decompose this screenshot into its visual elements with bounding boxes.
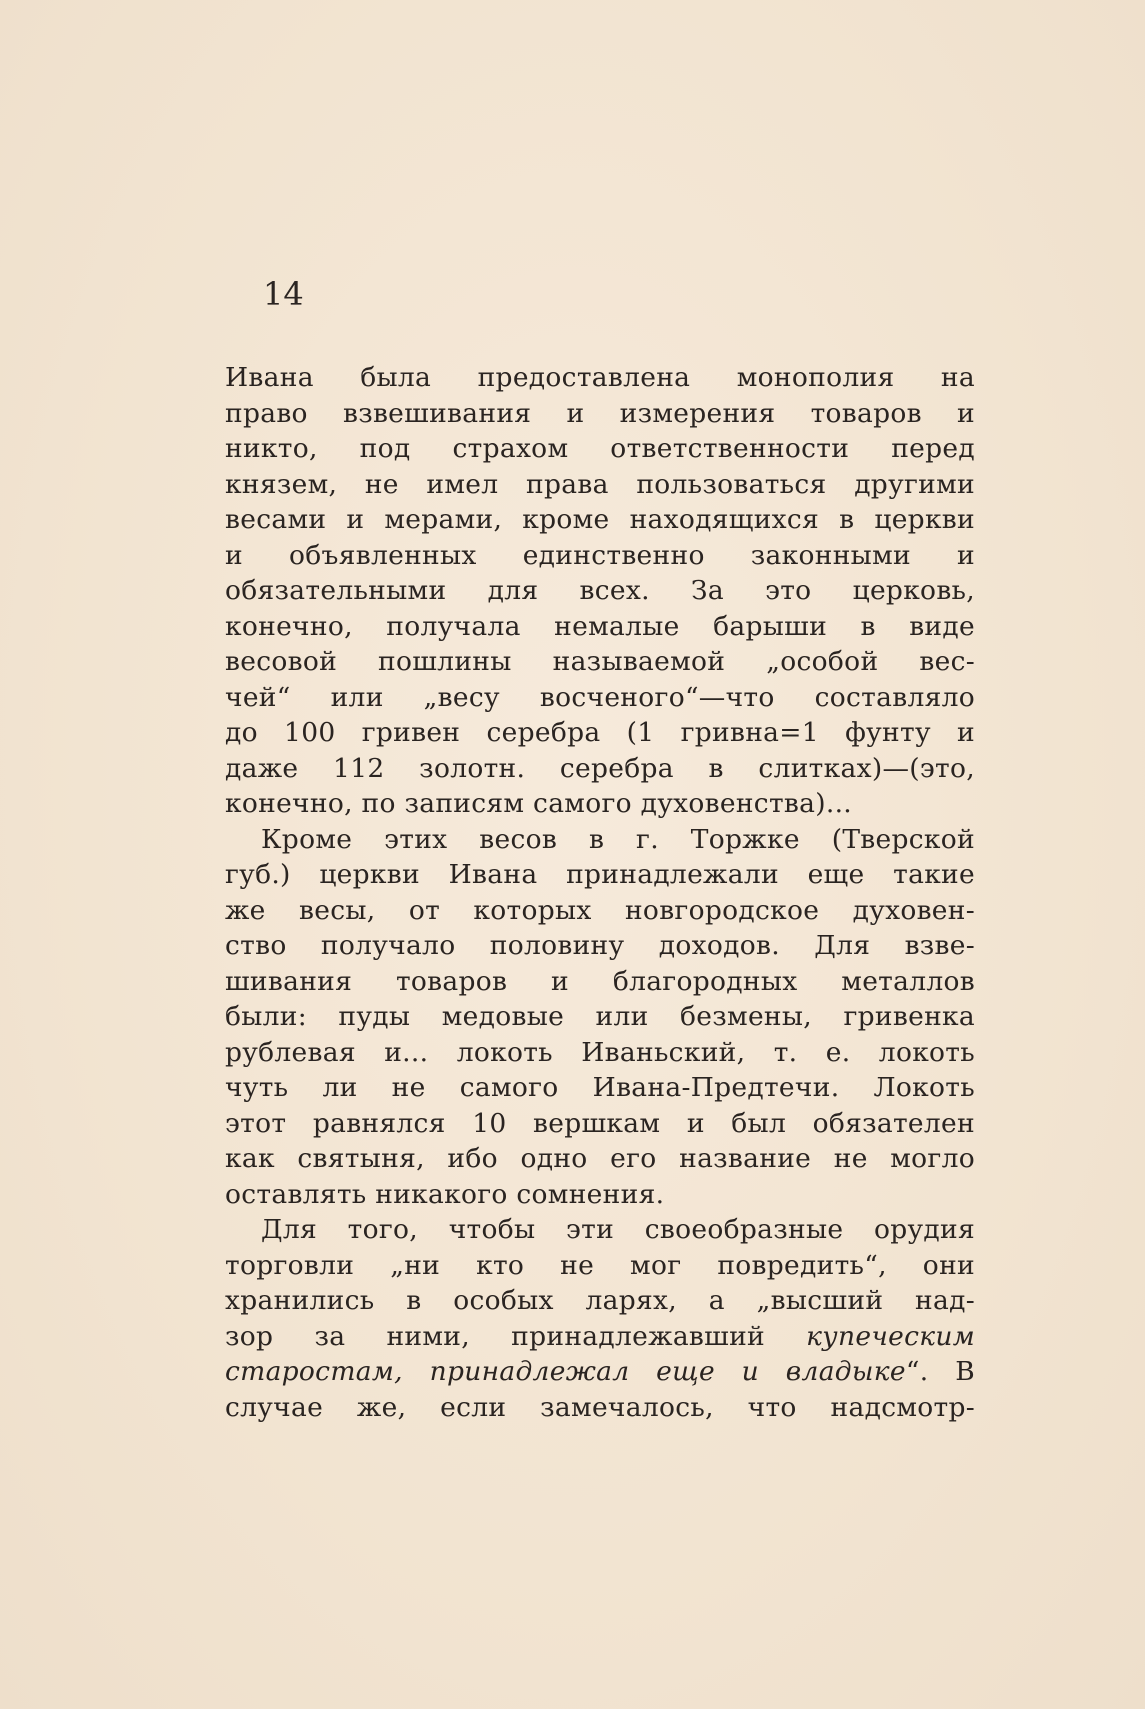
text-line-with-italic (225, 1354, 975, 1390)
text-line: Ивана была предоставлена монополия на (225, 362, 975, 393)
text-line: весами и мерами, кроме находящихся в церкви (225, 504, 975, 535)
text-line: Кроме этих весов в г. Торжке (Тверской (261, 823, 975, 855)
text-line: рублевая и... локоть Иваньский, т. е. локоть (225, 1036, 975, 1068)
text-line: право взвешивания и измерения товаров и (225, 397, 975, 429)
text-line: этот равнялся 10 вершкам и был обязателен (225, 1107, 975, 1139)
text-line: никто, под страхом ответственности перед (225, 433, 975, 464)
text-line: конечно, по записям самого духовенства)... (225, 788, 853, 819)
text-fragment: зор за ними, принадлежавший (225, 1320, 807, 1352)
text-line: губ.) церкви Ивана принадлежали еще такие (225, 859, 975, 890)
text-line-with-italic (225, 1319, 975, 1355)
text-line: даже 112 золотн. серебра в слитках)—(это, (225, 752, 975, 784)
text-line: оставлять никакого сомнения. (225, 1178, 665, 1210)
italic-fragment: купеческим (806, 1320, 975, 1352)
italic-fragment: старостам, принадлежал еще и владыке (225, 1356, 906, 1387)
text-line: случае же, если замечалось, что надсмотр- (225, 1391, 975, 1423)
text-line: же весы, от которых новгородское духовен- (225, 894, 975, 926)
text-line: до 100 гривен серебра (1 гривна=1 фунту и (225, 717, 975, 748)
text-line: чуть ли не самого Ивана-Предтечи. Локоть (225, 1072, 975, 1103)
text-fragment: “. В (905, 1356, 975, 1387)
text-line: хранились в особых ларях, а „высший над- (225, 1285, 975, 1316)
text-line: князем, не имел права пользоваться другими (225, 468, 975, 500)
text-line: конечно, получала немалые барыши в виде (225, 610, 975, 642)
text-line: весовой пошлины называемой „особой вес- (225, 646, 975, 677)
text-line: чей“ или „весу восченого“—что составляло (225, 681, 975, 713)
text-line: шивания товаров и благородных металлов (225, 965, 975, 997)
body-text (225, 360, 975, 1425)
text-line: Для того, чтобы эти своеобразные орудия (261, 1214, 975, 1245)
text-line: обязательными для всех. За это церковь, (225, 575, 975, 606)
text-line: и объявленных единственно законными и (225, 539, 975, 571)
text-line: ство получало половину доходов. Для взве- (225, 930, 975, 961)
text-line: торговли „ни кто не мог повредить“, они (225, 1249, 975, 1281)
text-line: как святыня, ибо одно его название не могло (225, 1143, 975, 1174)
page-number: 14 (263, 275, 304, 313)
text-line: были: пуды медовые или безмены, гривенка (225, 1001, 975, 1032)
